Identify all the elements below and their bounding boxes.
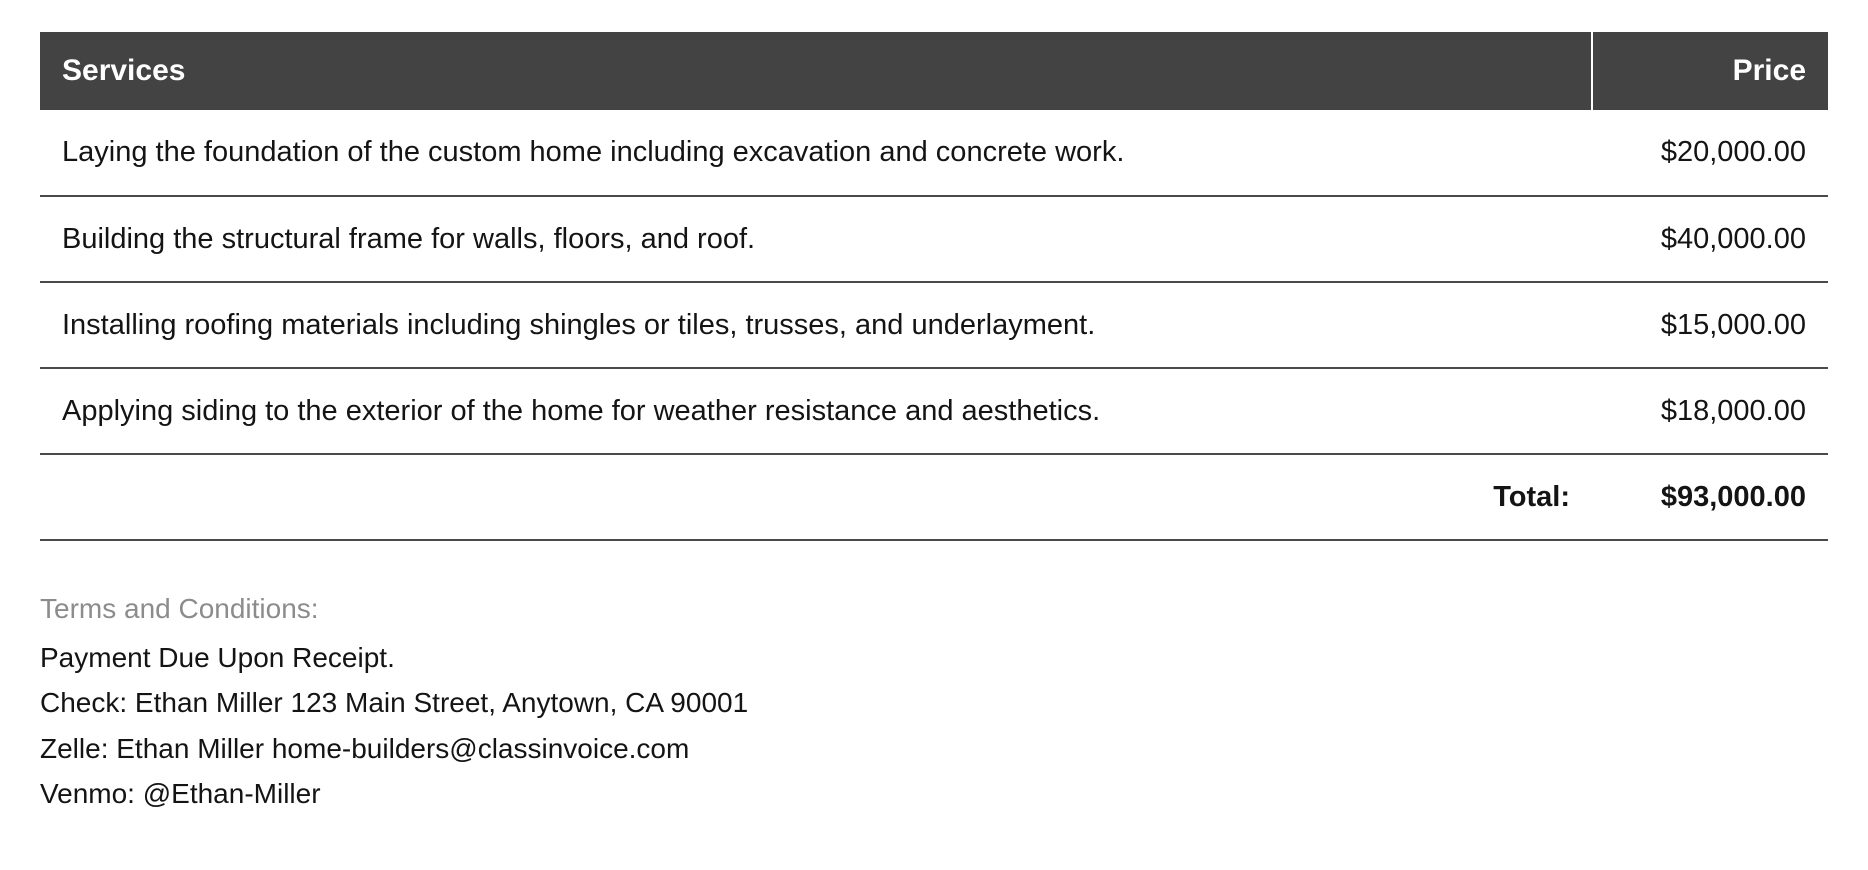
- total-row: [40, 454, 1828, 540]
- service-price: $18,000.00: [1592, 368, 1828, 454]
- services-price-table: [40, 32, 1828, 541]
- terms-line-check: Check: Ethan Miller 123 Main Street, Anytown, CA 90001: [40, 687, 749, 719]
- terms-line-venmo: Venmo: @Ethan-Miller: [40, 778, 321, 810]
- terms-and-conditions-section: [40, 593, 1828, 816]
- table-row: [40, 282, 1828, 368]
- terms-title: Terms and Conditions:: [40, 593, 319, 624]
- service-description: Applying siding to the exterior of the home for weather resistance and aesthetics.: [40, 368, 1592, 454]
- total-value: $93,000.00: [1592, 454, 1828, 540]
- service-description: Installing roofing materials including shingles or tiles, trusses, and underlayment.: [40, 282, 1592, 368]
- table-header-row: [40, 32, 1828, 110]
- service-description: Laying the foundation of the custom home including excavation and concrete work.: [40, 110, 1592, 196]
- terms-line-payment: Payment Due Upon Receipt.: [40, 642, 395, 673]
- service-price: $40,000.00: [1592, 196, 1828, 282]
- service-price: $20,000.00: [1592, 110, 1828, 196]
- column-header-price: Price: [1592, 32, 1828, 110]
- table-body: [40, 110, 1828, 540]
- total-label: Total:: [40, 454, 1592, 540]
- service-description: Building the structural frame for walls, floors, and roof.: [40, 196, 1592, 282]
- table-row: [40, 110, 1828, 196]
- terms-line-zelle: Zelle: Ethan Miller home-builders@classinvoice.com: [40, 732, 690, 764]
- table-row: [40, 196, 1828, 282]
- table-header: [40, 32, 1828, 110]
- column-header-services: Services: [40, 32, 1592, 110]
- service-price: $15,000.00: [1592, 282, 1828, 368]
- table-row: [40, 368, 1828, 454]
